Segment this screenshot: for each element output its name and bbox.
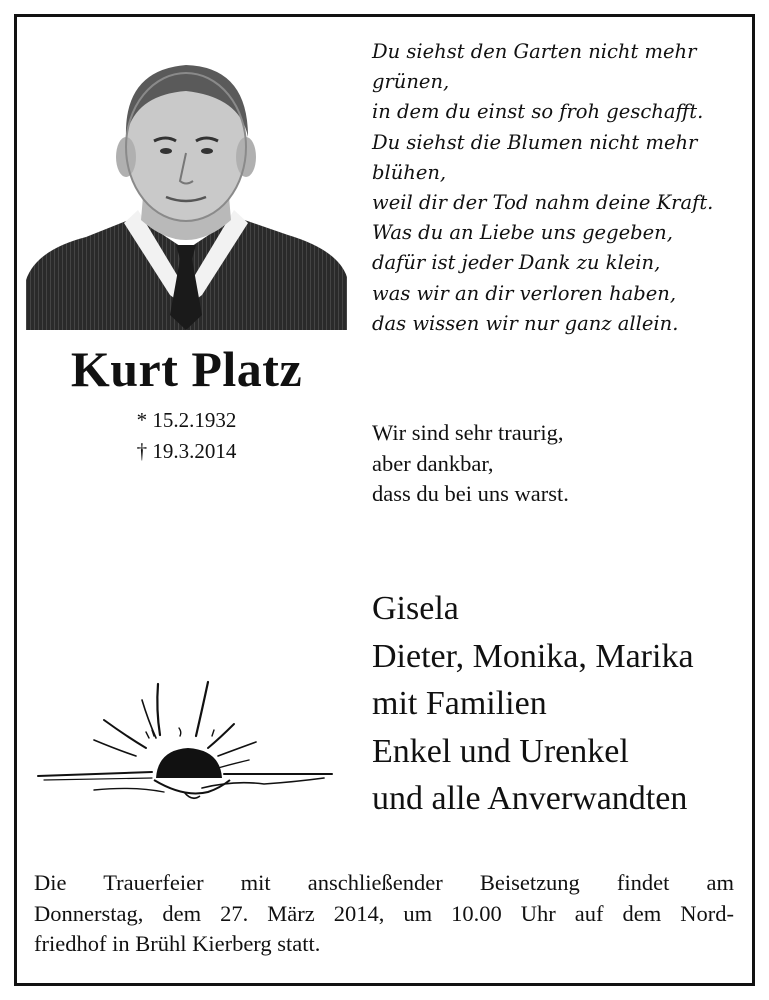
portrait-photo bbox=[26, 45, 347, 330]
notice-line: friedhof in Brühl Kierberg statt. bbox=[34, 931, 321, 956]
mourners-list bbox=[372, 585, 742, 823]
farewell-line: Wir sind sehr traurig, bbox=[372, 420, 564, 445]
farewell-line: dass du bei uns warst. bbox=[372, 481, 569, 506]
notice-line: Die Trauerfeier mit anschließender Beisetzung findet am bbox=[34, 870, 734, 895]
mourner-line: und alle Anverwandten bbox=[372, 780, 688, 817]
sunset-icon bbox=[34, 680, 336, 810]
life-dates bbox=[26, 405, 347, 467]
poem-line: Du siehst die Blumen nicht mehr bbox=[372, 130, 698, 154]
mourner-line: Enkel und Urenkel bbox=[372, 732, 629, 770]
poem-line: was wir an dir verloren haben, bbox=[372, 281, 677, 305]
farewell-line: aber dankbar, bbox=[372, 450, 494, 476]
poem-line: das wissen wir nur ganz allein. bbox=[372, 311, 679, 335]
portrait-illustration bbox=[26, 45, 347, 330]
poem-line: weil dir der Tod nahm deine Kraft. bbox=[372, 191, 714, 215]
mourner-line: Dieter, Monika, Marika bbox=[372, 637, 694, 675]
mourner-line: Gisela bbox=[372, 590, 459, 627]
poem-line: Du siehst den Garten nicht mehr bbox=[372, 40, 697, 63]
farewell-text bbox=[372, 418, 732, 510]
poem-line: grünen, bbox=[372, 70, 450, 94]
mourner-line: mit Familien bbox=[372, 685, 547, 722]
poem-line: in dem du einst so froh geschafft. bbox=[372, 100, 704, 124]
birth-date: * 15.2.1932 bbox=[136, 408, 237, 432]
poem-line: Was du an Liebe uns gegeben, bbox=[372, 221, 673, 245]
poem-line: blühen, bbox=[372, 160, 447, 184]
deceased-name: Kurt Platz bbox=[70, 341, 303, 397]
poem-line: dafür ist jeder Dank zu klein, bbox=[372, 251, 661, 275]
memorial-poem bbox=[372, 37, 747, 339]
notice-line: Donnerstag, dem 27. März 2014, um 10.00 Uhr auf dem Nord- bbox=[34, 900, 734, 926]
funeral-notice bbox=[34, 868, 734, 960]
death-date: † 19.3.2014 bbox=[136, 439, 237, 463]
